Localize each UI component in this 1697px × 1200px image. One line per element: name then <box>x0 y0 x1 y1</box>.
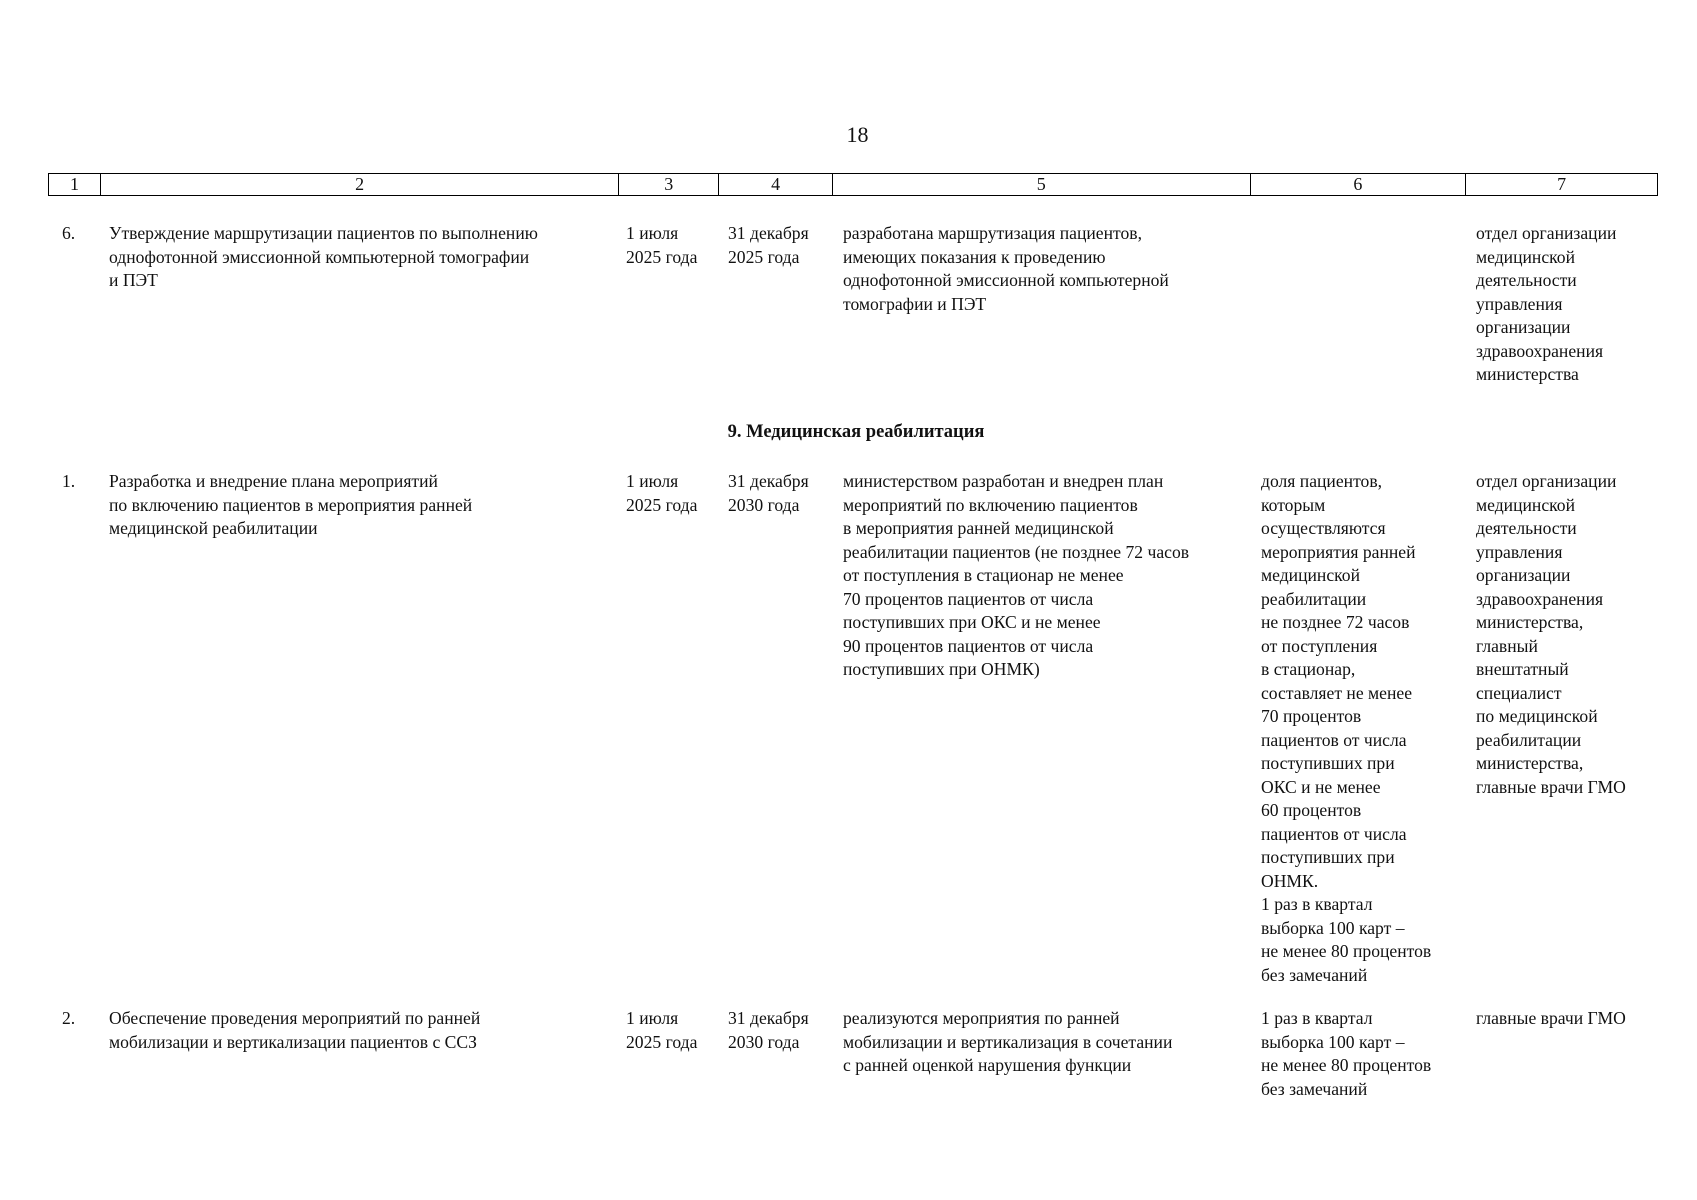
row-start-date: 1 июля 2025 года <box>626 1008 698 1052</box>
row-result: реализуются мероприятия по ранней мобилизации и вертикализация в сочетании с ранней оценкой нарушения функции <box>843 1008 1173 1075</box>
header-col-2: 2 <box>100 174 618 195</box>
row-responsible: отдел организации медицинской деятельности управления организации здравоохранения министерства <box>1476 223 1617 384</box>
page-number: 18 <box>846 122 869 147</box>
row-end-date: 31 декабря 2025 года <box>728 223 809 267</box>
row-end-date: 31 декабря 2030 года <box>728 1008 809 1052</box>
header-col-7: 7 <box>1465 174 1657 195</box>
row-start-date: 1 июля 2025 года <box>626 223 698 267</box>
row-result: разработана маршрутизация пациентов, имеющих показания к проведению однофотонной эмиссионной компьютерной томографии и ПЭТ <box>843 223 1169 314</box>
row-end-date: 31 декабря 2030 года <box>728 471 809 515</box>
header-col-6: 6 <box>1250 174 1466 195</box>
section-title: 9. Медицинская реабилитация <box>727 422 985 442</box>
header-col-1: 1 <box>69 174 79 194</box>
row-event: Разработка и внедрение плана мероприятий по включению пациентов в мероприятия ранней медицинской реабилитации <box>109 471 473 538</box>
row-responsible: главные врачи ГМО <box>1476 1008 1626 1028</box>
row-responsible: отдел организации медицинской деятельности управления организации здравоохранения министерства, главный внештатный специалист по медицинской реабилитации министерства, главные врачи ГМО <box>1476 471 1626 797</box>
header-col-3: 3 <box>618 174 718 195</box>
row-number: 6. <box>62 223 76 243</box>
row-indicator: 1 раз в квартал выборка 100 карт – не менее 80 процентов без замечаний <box>1261 1008 1432 1099</box>
table-header-row <box>48 173 1658 196</box>
row-event: Утверждение маршрутизации пациентов по выполнению однофотонной эмиссионной компьютерной томографии и ПЭТ <box>109 223 538 290</box>
row-start-date: 1 июля 2025 года <box>626 471 698 515</box>
header-col-4: 4 <box>718 174 832 195</box>
row-number: 1. <box>62 471 76 491</box>
row-event: Обеспечение проведения мероприятий по ранней мобилизации и вертикализации пациентов с ССЗ <box>109 1008 481 1052</box>
row-number: 2. <box>62 1008 76 1028</box>
header-col-5: 5 <box>832 174 1249 195</box>
row-result: министерством разработан и внедрен план мероприятий по включению пациентов в мероприятия ранней медицинской реабилитации пациентов (не позднее 72 часов от поступления в стационар не менее 70 процентов пациентов от числа поступивших при ОКС и не менее 90 процентов пациентов от числа поступивших при ОНМК) <box>843 471 1190 679</box>
row-indicator: доля пациентов, которым осуществляются мероприятия ранней медицинской реабилитации не позднее 72 часов от поступления в стационар, составляет не менее 70 процентов пациентов от числа поступивших при ОКС и не менее 60 процентов пациентов от числа поступивших при ОНМК. 1 раз в квартал выборка 100 карт – не менее 80 процентов без замечаний <box>1261 471 1432 985</box>
